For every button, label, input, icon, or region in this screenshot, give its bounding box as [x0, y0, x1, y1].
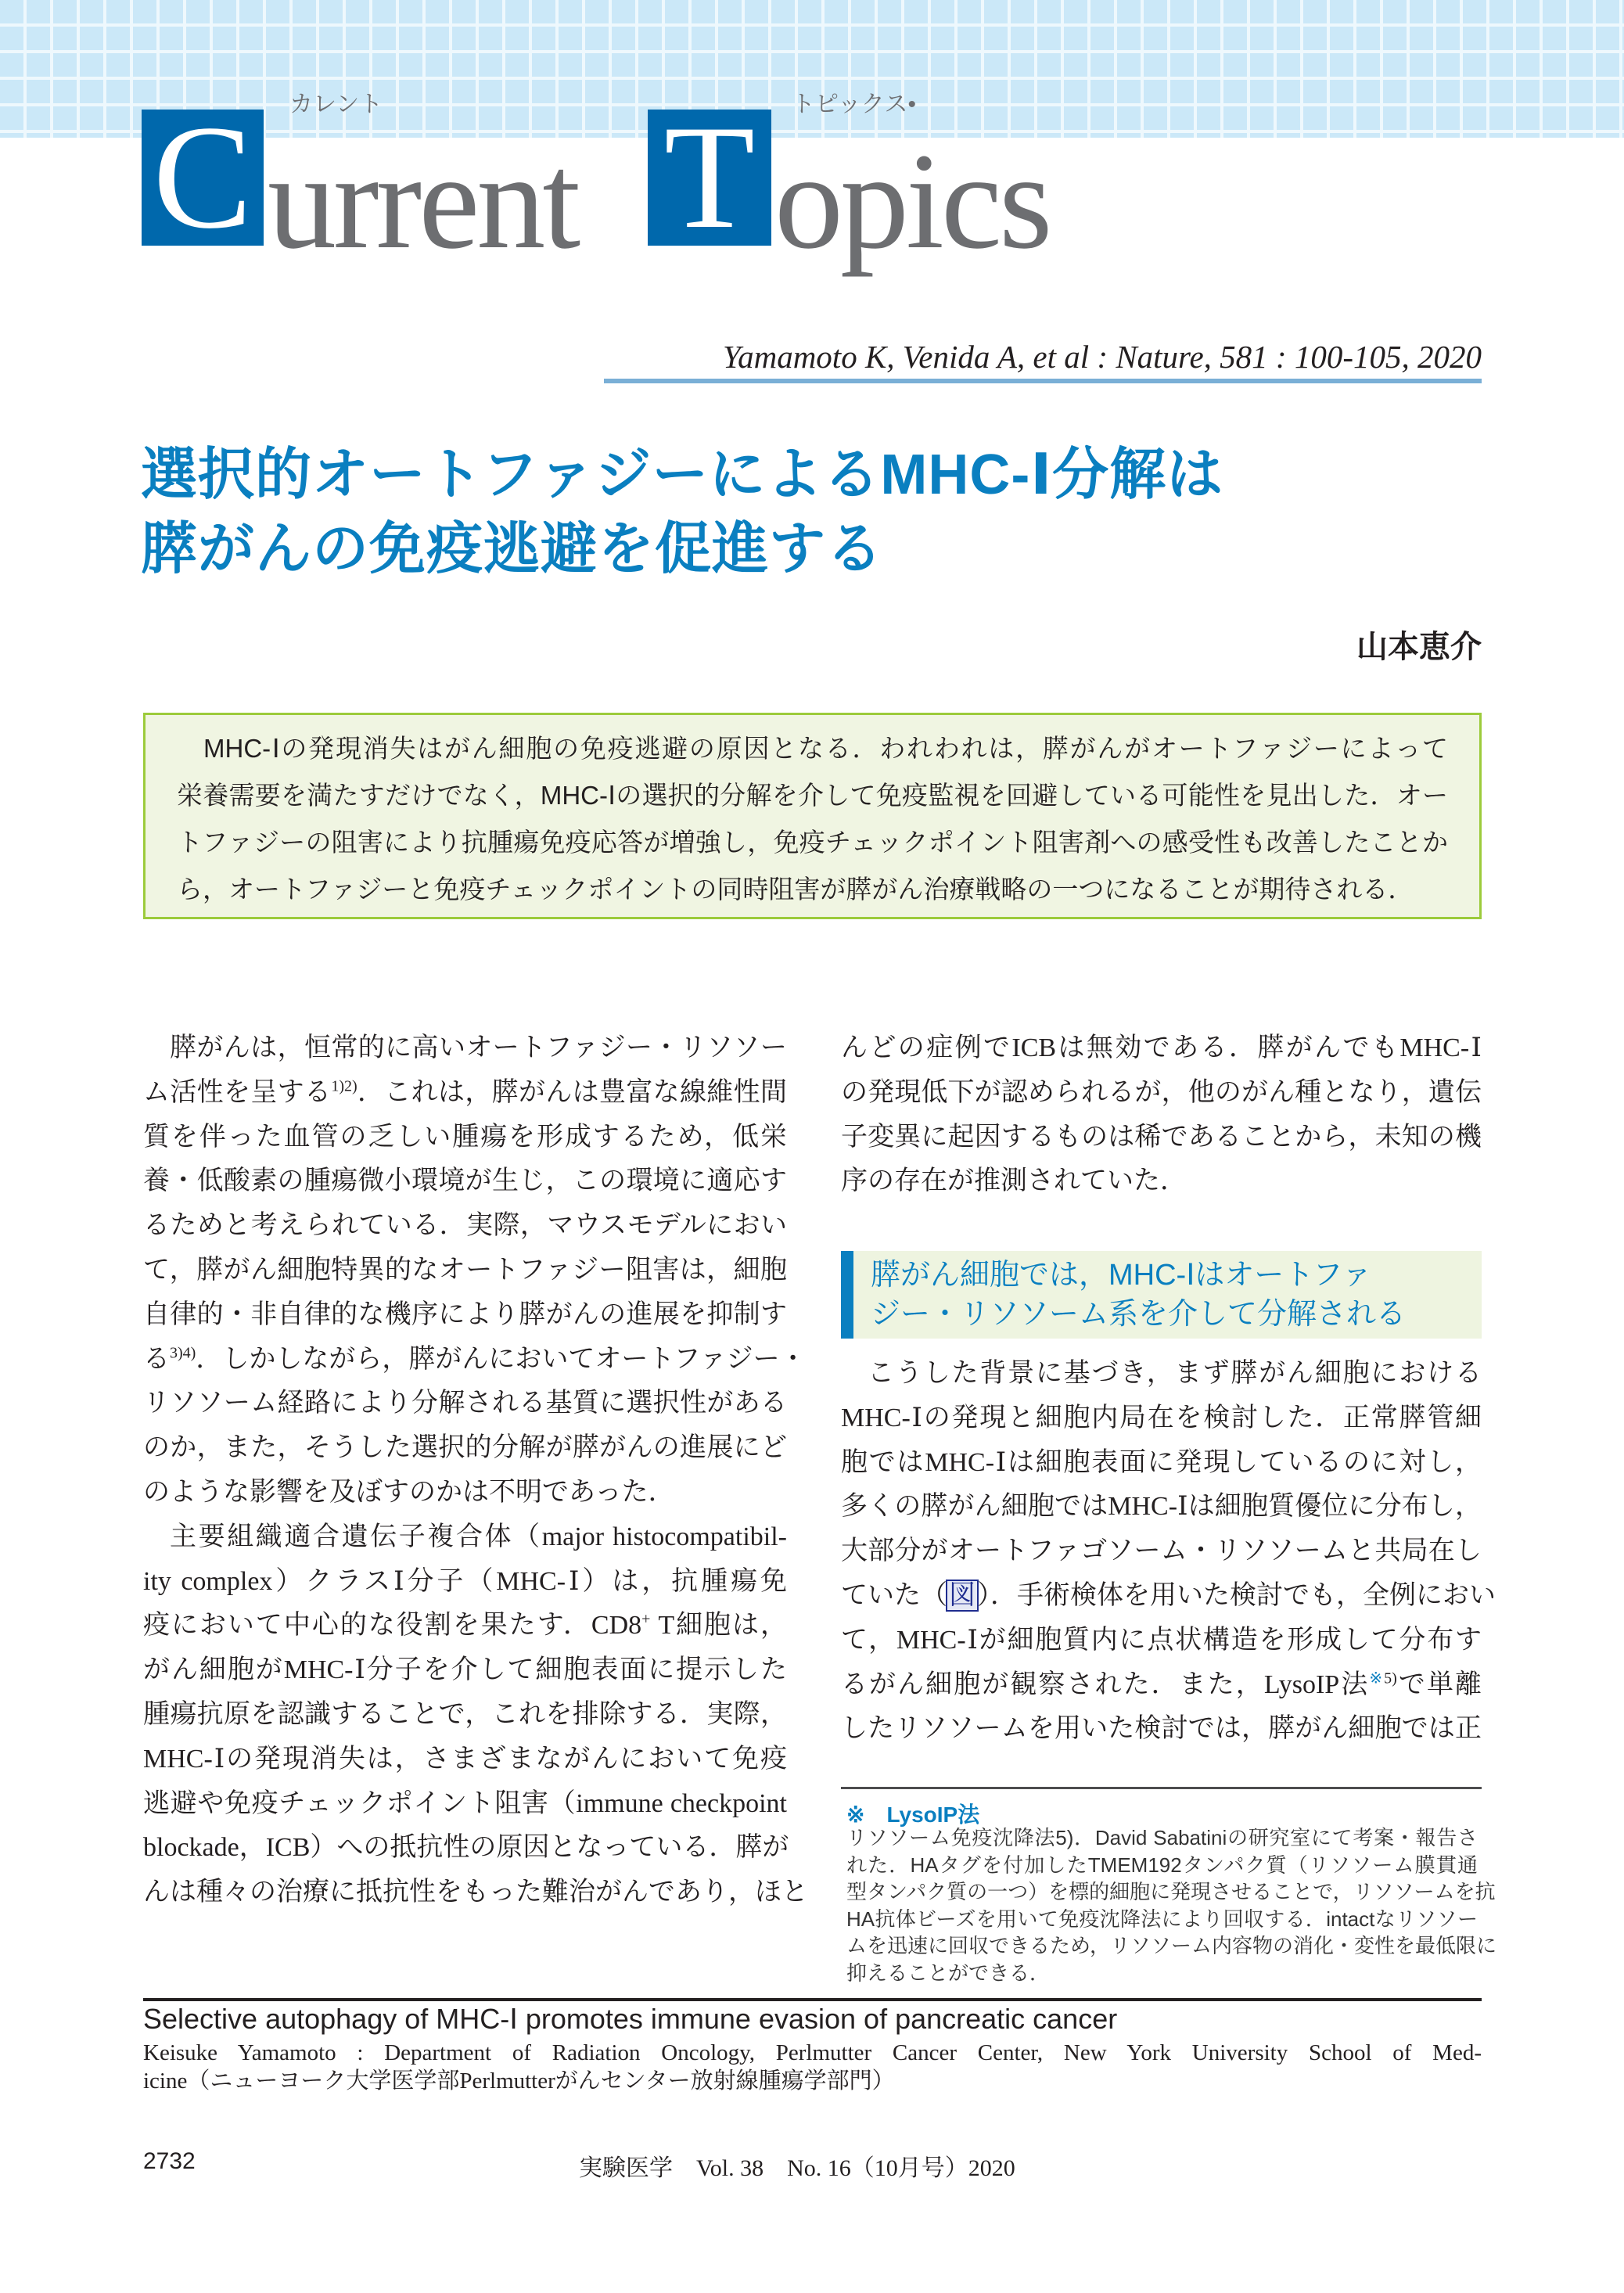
logo-t-box	[648, 95, 771, 260]
article-title-line: 膵がんの免疫逃避を促進する	[141, 518, 884, 580]
body-text-line	[143, 1293, 787, 1338]
text-run: んは種々の治療に抵抗性をもった難治がんであり，ほと	[143, 1878, 808, 1907]
body-text-line	[143, 1648, 787, 1693]
footnote-marker[interactable]: ※	[1369, 1669, 1385, 1687]
author-name: 山本恵介	[1356, 630, 1482, 664]
text-run: blockade，ICB）への抵抗性の原因となっている．膵が	[143, 1833, 789, 1863]
citation: Yamamoto K, Venida A, et al : Nature, 581 : 100-105, 2020	[723, 339, 1482, 375]
body-left-column	[143, 1026, 808, 1915]
body-text-line	[841, 1663, 1482, 1708]
text-run: 質を伴った血管の乏しい腫瘍を形成するため，低栄	[143, 1122, 787, 1152]
footnote-title: ※ LysoIP法	[846, 1802, 980, 1827]
reference-superscript: 1)2)	[331, 1077, 357, 1095]
abstract-line: ら，オートファジーと免疫チェックポイントの同時阻害が膵がん治療戦略の一つになることが期待される．	[177, 875, 1414, 904]
body-text-line	[143, 1382, 787, 1426]
text-run: るためと考えられている．実際，マウスモデルにおい	[143, 1211, 787, 1241]
text-run: MHC-Ⅰの発現と細胞内局在を検討した．正常膵管細	[841, 1403, 1482, 1432]
affiliation	[143, 2039, 1482, 2095]
footnote-line: 型タンパク質の一つ）を標的細胞に発現させることで，リソソームを抗	[846, 1880, 1496, 1904]
page-number: 2732	[143, 2148, 196, 2174]
body-text-line	[841, 1352, 1482, 1396]
text-run: したリソソームを用いた検討では，膵がん細胞では正	[841, 1714, 1482, 1744]
text-run: ）．手術検体を用いた検討でも，全例におい	[977, 1580, 1496, 1610]
abstract-box	[143, 713, 1482, 919]
body-text-line	[841, 1707, 1482, 1752]
text-run: こうした背景に基づき，まず膵がん細胞における	[868, 1359, 1482, 1388]
text-run: 胞ではMHC-Ⅰは細胞表面に発現しているのに対し，	[841, 1447, 1482, 1477]
text-run: 膵がんは，恒常的に高いオートファジー・リソソー	[170, 1033, 787, 1062]
footnote-divider	[841, 1787, 1482, 1789]
text-run: 子変異に起因するものは稀であることから，未知の機	[841, 1122, 1482, 1152]
body-text-line	[143, 1471, 787, 1515]
reference-superscript: 3)4)	[170, 1344, 196, 1362]
text-run: 大部分がオートファゴソーム・リソソームと共局在し	[841, 1536, 1482, 1566]
text-run: のような影響を及ぼすのかは不明であった．	[143, 1477, 675, 1507]
logo-urrent: urrent	[268, 125, 578, 278]
text-run: ity complex）クラスⅠ分子（MHC-Ⅰ）は，抗腫瘍免	[143, 1566, 787, 1596]
figure-reference-link[interactable]: 図	[949, 1580, 975, 1610]
text-run: 序の存在が推測されていた．	[841, 1166, 1187, 1196]
article-title-line: 選択的オートファジーによるMHC-Ⅰ分解は	[141, 444, 1224, 506]
abstract-line: MHC-Ⅰの発現消失はがん細胞の免疫逃避の原因となる．われわれは，膵がんがオートファジーによって	[203, 734, 1448, 763]
text-run: て，MHC-Ⅰが細胞質内に点状構造を形成して分布す	[841, 1625, 1482, 1655]
reference-superscript: +	[641, 1611, 651, 1629]
citation-underline	[604, 379, 1482, 383]
text-run: 主要組織適合遺伝子複合体（major histocompatibil-	[170, 1522, 787, 1551]
text-run: がん細胞がMHC-Ⅰ分子を介して細胞表面に提示した	[143, 1655, 787, 1685]
body-right-column-bottom	[841, 1352, 1496, 1752]
text-run: ム活性を呈する	[143, 1077, 332, 1107]
body-text-line	[143, 1871, 808, 1915]
body-text-line	[841, 1026, 1482, 1071]
body-text-line	[143, 1116, 787, 1160]
text-run: 養・低酸素の腫瘍微小環境が生じ，この環境に適応す	[143, 1166, 787, 1196]
body-text-line	[841, 1529, 1482, 1574]
english-title: Selective autophagy of MHC-Ⅰ promotes immune evasion of pancreatic cancer	[143, 2003, 1118, 2035]
body-text-line	[143, 1026, 787, 1071]
reference-superscript: 5)	[1384, 1669, 1397, 1687]
text-run: で単離	[1396, 1669, 1482, 1699]
text-run: ていた（	[841, 1580, 947, 1610]
text-run: 多くの膵がん細胞ではMHC-Ⅰは細胞質優位に分布し，	[841, 1492, 1482, 1522]
footnote-line: 抑えることができる．	[846, 1961, 1051, 1985]
section-heading	[841, 1251, 1482, 1339]
text-run: のか，また，そうした選択的分解が膵がんの進展にど	[143, 1433, 787, 1463]
text-run: て，膵がん細胞特異的なオートファジー阻害は，細胞	[143, 1255, 787, 1285]
body-text-line	[841, 1071, 1482, 1116]
text-run: る	[143, 1344, 170, 1374]
text-run: るがん細胞が観察された．また，LysoIP法	[841, 1669, 1370, 1699]
body-text-line	[143, 1604, 787, 1648]
text-run: T細胞は，	[650, 1611, 787, 1641]
body-text-line	[841, 1441, 1482, 1486]
body-right-column-top	[841, 1026, 1482, 1204]
body-text-line	[143, 1249, 787, 1293]
body-text-line	[841, 1619, 1482, 1663]
body-text-line	[143, 1738, 787, 1782]
logo-topics-kana: トピックス•	[792, 92, 917, 117]
text-run: ．これは，膵がんは豊富な線維性間	[357, 1077, 788, 1107]
section-heading-line: 膵がん細胞では，MHC-Ⅰはオートファ	[871, 1259, 1372, 1292]
text-run: 腫瘍抗原を認識することで，これを排除する．実際，	[143, 1699, 787, 1729]
text-run: ．しかしながら，膵がんにおいてオートファジー・	[196, 1344, 807, 1374]
logo-opics: opics	[774, 125, 1050, 278]
article-title	[141, 438, 1223, 587]
body-text-line	[841, 1116, 1482, 1160]
footnote-line: リソソーム免疫沈降法5)．David Sabatiniの研究室にて考案・報告さ	[846, 1826, 1478, 1849]
body-text-line	[143, 1515, 787, 1560]
text-run: 自律的・非自律的な機序により膵がんの進展を抑制す	[143, 1299, 787, 1329]
body-text-line	[841, 1159, 1482, 1204]
body-text-line	[841, 1485, 1482, 1529]
footnote-line: HA抗体ビーズを用いて免疫沈降法により回収する．intactなリソソー	[846, 1907, 1478, 1931]
affiliation-line: Keisuke Yamamoto : Department of Radiation Oncology, Perlmutter Cancer Center, New York University School of Med-	[143, 2040, 1482, 2065]
logo-t-letter: T	[663, 95, 756, 260]
footnote-line: ムを迅速に回収できるため，リソソーム内容物の消化・変性を最低限に	[846, 1934, 1496, 1958]
body-text-line	[143, 1782, 787, 1827]
body-text-line	[143, 1560, 787, 1605]
logo-c-letter: C	[153, 95, 253, 260]
bottom-divider	[143, 1998, 1482, 2001]
body-text-line	[143, 1159, 787, 1204]
logo-c-box	[142, 95, 264, 260]
abstract-line: トファジーの阻害により抗腫瘍免疫応答が増強し，免疫チェックポイント阻害剤への感受性も改善したことか	[177, 828, 1448, 857]
footnote-body	[846, 1824, 1496, 1987]
body-text-line	[143, 1693, 787, 1738]
text-run: 逃避や免疫チェックポイント阻害（immune checkpoint	[143, 1788, 787, 1818]
body-text-line	[143, 1338, 807, 1382]
footnote-line: れた．HAタグを付加したTMEM192タンパク質（リソソーム膜貫通	[846, 1853, 1478, 1877]
text-run: リソソーム経路により分解される基質に選択性がある	[143, 1389, 787, 1418]
logo-current-kana: カレント	[289, 92, 383, 117]
body-text-line	[143, 1204, 787, 1249]
text-run: MHC-Ⅰの発現消失は，さまざまながんにおいて免疫	[143, 1744, 787, 1774]
section-heading-line: ジー・リソソーム系を介して分解される	[871, 1298, 1407, 1331]
affiliation-line: icine（ニューヨーク大学医学部Perlmutterがんセンター放射線腫瘍学部門）	[143, 2068, 895, 2094]
body-text-line	[143, 1826, 787, 1871]
text-run: の発現低下が認められるが，他のがん種となり，遺伝	[841, 1077, 1482, 1107]
body-text-line	[143, 1426, 787, 1471]
body-text-line	[841, 1396, 1482, 1441]
abstract-line: 栄養需要を満たすだけでなく，MHC-Ⅰの選択的分解を介して免疫監視を回避している可能性を見出した．オー	[177, 781, 1448, 810]
body-text-line	[841, 1574, 1496, 1619]
journal-info: 実験医学 Vol. 38 No. 16（10月号）2020	[579, 2155, 1015, 2181]
body-text-line	[143, 1071, 787, 1116]
text-run: 疫において中心的な役割を果たす．CD8	[143, 1611, 642, 1641]
text-run: んどの症例でICBは無効である．膵がんでもMHC-Ⅰ	[841, 1033, 1482, 1062]
